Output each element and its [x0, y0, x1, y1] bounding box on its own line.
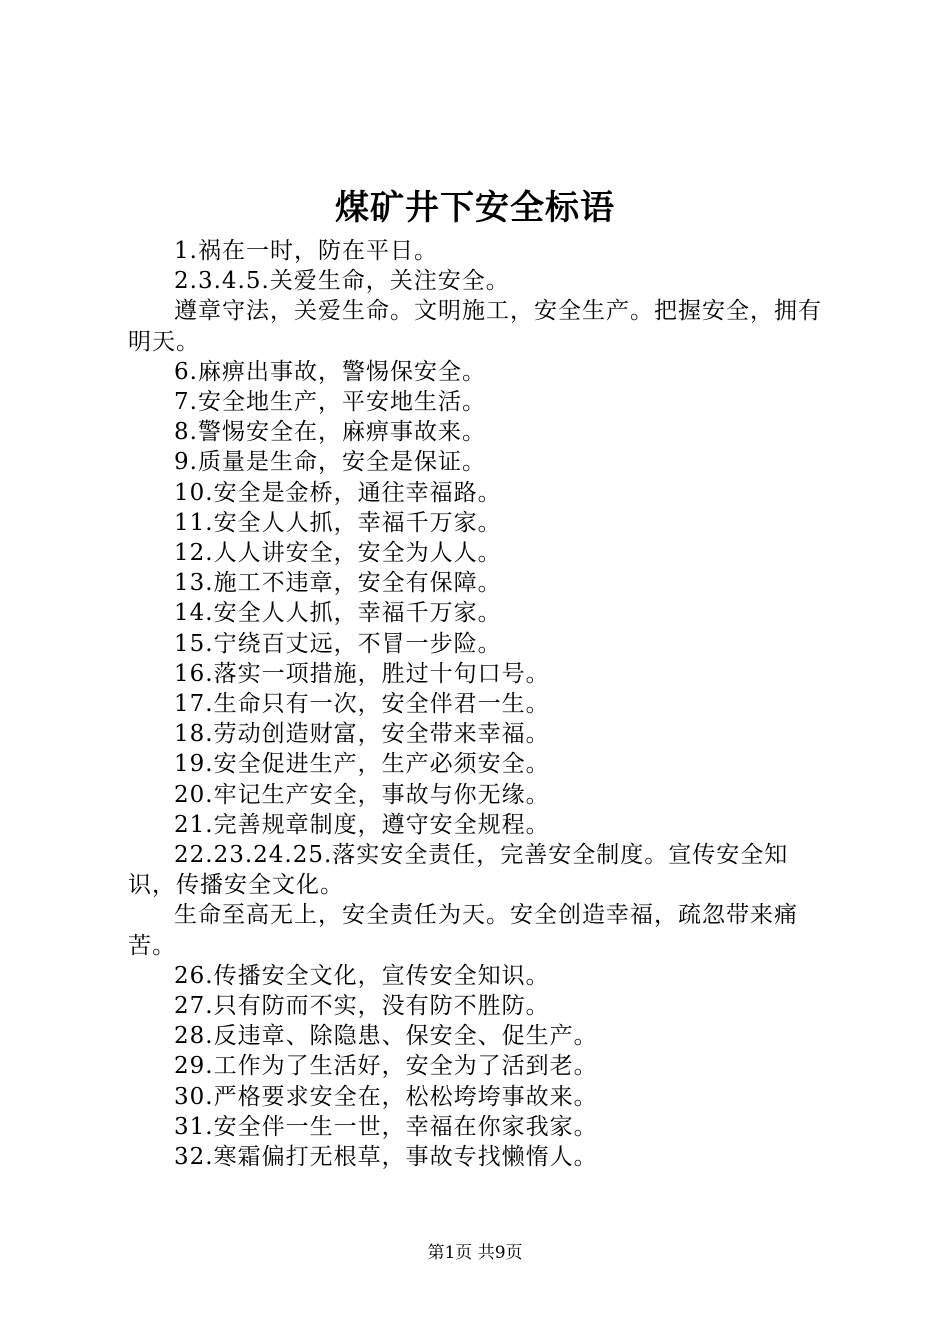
- page-footer: 第1页 共9页: [427, 1243, 523, 1263]
- slogan-paragraph: 20.牢记生产安全，事故与你无缘。: [174, 781, 550, 808]
- slogan-paragraph: 15.宁绕百丈远，不冒一步险。: [174, 630, 502, 657]
- slogan-paragraph: 11.安全人人抓，幸福千万家。: [174, 509, 502, 536]
- slogan-paragraph: 29.工作为了生活好，安全为了活到老。: [174, 1053, 598, 1080]
- slogan-paragraph: 6.麻痹出事故，警惕保安全。: [174, 358, 486, 385]
- document-body: [128, 236, 834, 1172]
- slogan-paragraph: 1.祸在一时，防在平日。: [174, 238, 438, 264]
- slogan-paragraph: 22.23.24.25.落实安全责任，完善安全制度。宣传安全知识，传播安全文化。: [128, 842, 789, 899]
- slogan-paragraph: 32.寒霜偏打无根草，事故专找懒惰人。: [174, 1144, 598, 1171]
- page-title: 煤矿井下安全标语: [335, 188, 615, 228]
- slogan-paragraph: 遵章守法，关爱生命。文明施工，安全生产。把握安全，拥有明天。: [128, 298, 822, 355]
- slogan-paragraph: 21.完善规章制度，遵守安全规程。: [174, 811, 550, 838]
- slogan-paragraph: 8.警惕安全在，麻痹事故来。: [174, 419, 486, 446]
- slogan-paragraph: 27.只有防而不实，没有防不胜防。: [174, 993, 550, 1020]
- slogan-paragraph: 14.安全人人抓，幸福千万家。: [174, 600, 502, 627]
- slogan-paragraph: 28.反违章、除隐患、保安全、促生产。: [174, 1023, 598, 1050]
- slogan-paragraph: 13.施工不违章，安全有保障。: [174, 570, 502, 597]
- slogan-paragraph: 7.安全地生产，平安地生活。: [174, 389, 486, 416]
- slogan-paragraph: 30.严格要求安全在，松松垮垮事故来。: [174, 1083, 598, 1110]
- slogan-paragraph: 生命至高无上，安全责任为天。安全创造幸福，疏忽带来痛苦。: [128, 902, 798, 959]
- slogan-paragraph: 17.生命只有一次，安全伴君一生。: [174, 691, 550, 718]
- slogan-paragraph: 16.落实一项措施，胜过十句口号。: [174, 660, 550, 687]
- slogan-paragraph: 26.传播安全文化，宣传安全知识。: [174, 962, 550, 989]
- slogan-paragraph: 9.质量是生命，安全是保证。: [174, 449, 486, 476]
- slogan-paragraph: 2.3.4.5.关爱生命，关注安全。: [174, 268, 510, 295]
- slogan-paragraph: 12.人人讲安全，安全为人人。: [174, 540, 502, 567]
- slogan-paragraph: 19.安全促进生产，生产必须安全。: [174, 751, 550, 778]
- slogan-paragraph: 10.安全是金桥，通往幸福路。: [174, 479, 502, 506]
- slogan-paragraph: 18.劳动创造财富，安全带来幸福。: [174, 721, 550, 748]
- slogan-paragraph: 31.安全伴一生一世，幸福在你家我家。: [174, 1113, 598, 1140]
